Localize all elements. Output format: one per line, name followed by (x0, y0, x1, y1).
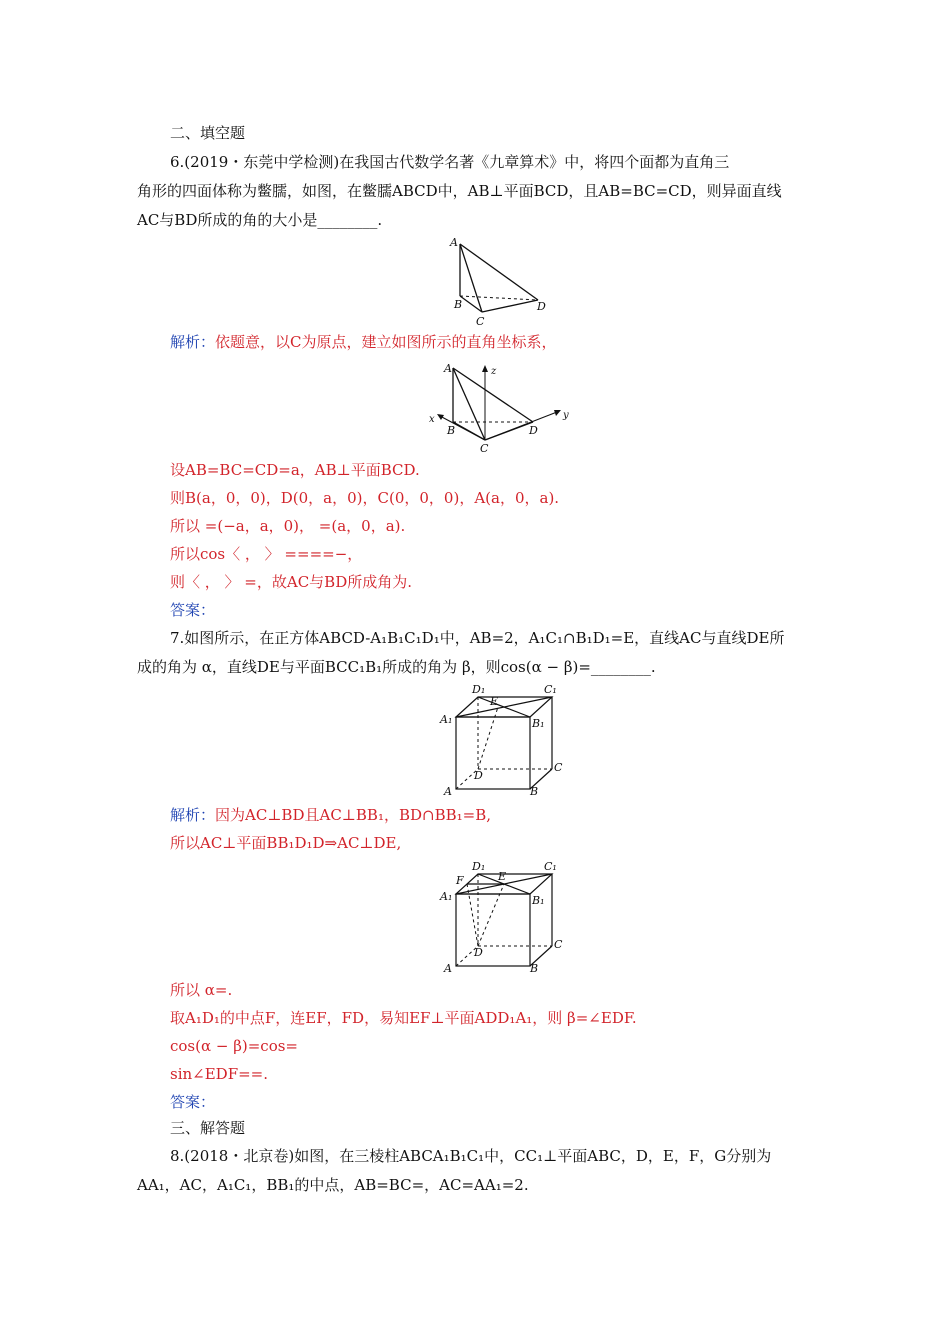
cube-figure (438, 683, 563, 798)
axis-x-arrow (437, 414, 444, 420)
label-d: D (474, 769, 483, 782)
q8-line-2: AA₁，AC，A₁C₁，BB₁的中点，AB=BC=，AC=AA₁=2. (137, 1176, 529, 1194)
edge-bc (453, 422, 485, 440)
label-e: E (490, 695, 499, 708)
sol6-step-4: 所以cos〈 ， 〉 ====−， (170, 545, 363, 563)
edge-ad (460, 244, 538, 300)
sol6-intro-text: 依题意，以C为原点，建立如图所示的直角坐标系， (215, 333, 557, 351)
axis-y-arrow (554, 410, 561, 416)
cube-diag-b1d1 (478, 697, 530, 717)
label-a1: A₁ (440, 890, 453, 903)
label-f: F (456, 874, 464, 887)
label-a: A (444, 962, 452, 975)
sol6-answer: 答案： (170, 601, 216, 619)
label-a: A (444, 362, 452, 375)
sol7-line-1-text: 因为AC⊥BD且AC⊥BB₁，BD∩BB₁=B, (215, 806, 491, 824)
section-2-title: 二、填空题 (170, 124, 246, 142)
cube-hidden-de (478, 707, 498, 769)
sol7-line-1 (170, 805, 850, 825)
edge-cd (485, 422, 533, 440)
section-3-title: 三、解答题 (170, 1119, 246, 1137)
tetrahedron-axes-figure (425, 360, 575, 455)
label-d1: D₁ (472, 683, 486, 696)
label-c1: C₁ (544, 683, 557, 696)
tetrahedron-figure (440, 236, 560, 328)
edge-cd (482, 300, 538, 312)
label-d: D (529, 424, 538, 437)
q8-line-1: 8.(2018・北京卷)如图，在三棱柱ABCA₁B₁C₁中，CC₁⊥平面ABC，D，E，F，G分别为 (170, 1147, 772, 1165)
axis-z-arrow (482, 365, 488, 372)
cube-midpoint-figure (438, 860, 563, 975)
label-a: A (450, 236, 458, 249)
label-b1: B₁ (532, 717, 545, 730)
sol6-step-2: 则B(a，0，0)，D(0，a，0)，C(0，0，0)，A(a，0，a). (170, 489, 560, 507)
sol7-label: 解析： (170, 806, 216, 824)
label-b: B (530, 785, 539, 798)
label-z: z (491, 366, 497, 377)
label-a1: A₁ (440, 713, 453, 726)
label-e: E (498, 870, 507, 883)
label-b1: B₁ (532, 894, 545, 907)
sol6-label: 解析： (170, 333, 216, 351)
label-b: B (454, 298, 463, 311)
sol6-step-3: 所以 =(−a，a，0)， =(a，0，a). (170, 517, 406, 535)
label-b: B (530, 962, 539, 975)
label-a: A (444, 785, 452, 798)
q6-line-3: AC与BD所成的角的大小是________. (137, 211, 383, 229)
cube-hidden-df (467, 884, 478, 946)
q6-line-2: 角形的四面体称为鳖臑，如图，在鳖臑ABCD中，AB⊥平面BCD，且AB=BC=CD，则异面直线 (137, 182, 782, 200)
sol7-answer: 答案： (170, 1093, 216, 1111)
sol6-intro (170, 332, 850, 352)
sol6-step-1: 设AB=BC=CD=a，AB⊥平面BCD. (170, 461, 420, 479)
sol7-line-6: sin∠EDF==. (170, 1065, 269, 1083)
label-y: y (563, 410, 569, 421)
q6-line-1: 6.(2019・东莞中学检测)在我国古代数学名著《九章算术》中，将四个面都为直角三 (170, 153, 730, 171)
sol6-step-5: 则〈 ， 〉 =，故AC与BD所成角为. (170, 573, 413, 591)
label-c: C (554, 761, 563, 774)
label-x: x (429, 414, 435, 425)
label-c: C (480, 442, 489, 455)
sol7-line-3: 所以 α=. (170, 981, 233, 999)
edge-bd-hidden (460, 296, 538, 300)
label-c: C (554, 938, 563, 951)
label-c: C (476, 315, 485, 328)
edge-ac (460, 244, 482, 312)
label-c1: C₁ (544, 860, 557, 873)
cube-front-face (456, 894, 530, 966)
label-d: D (474, 946, 483, 959)
label-d: D (537, 300, 546, 313)
sol7-line-5: cos(α − β)=cos= (170, 1037, 299, 1055)
cube-front-face (456, 717, 530, 789)
q7-line-1: 7.如图所示，在正方体ABCD-A₁B₁C₁D₁中，AB=2，A₁C₁∩B₁D₁=E，直线AC与直线DE所 (170, 629, 785, 647)
cube-hidden-de (478, 884, 504, 946)
sol7-line-2: 所以AC⊥平面BB₁D₁D⇒AC⊥DE, (170, 834, 402, 852)
sol7-line-4: 取A₁D₁的中点F，连EF，FD，易知EF⊥平面ADD₁A₁，则 β=∠EDF. (170, 1009, 637, 1027)
edge-bc (460, 296, 482, 312)
label-d1: D₁ (472, 860, 486, 873)
label-b: B (447, 424, 456, 437)
q7-line-2: 成的角为 α，直线DE与平面BCC₁B₁所成的角为 β，则cos(α − β)=________. (137, 658, 656, 676)
